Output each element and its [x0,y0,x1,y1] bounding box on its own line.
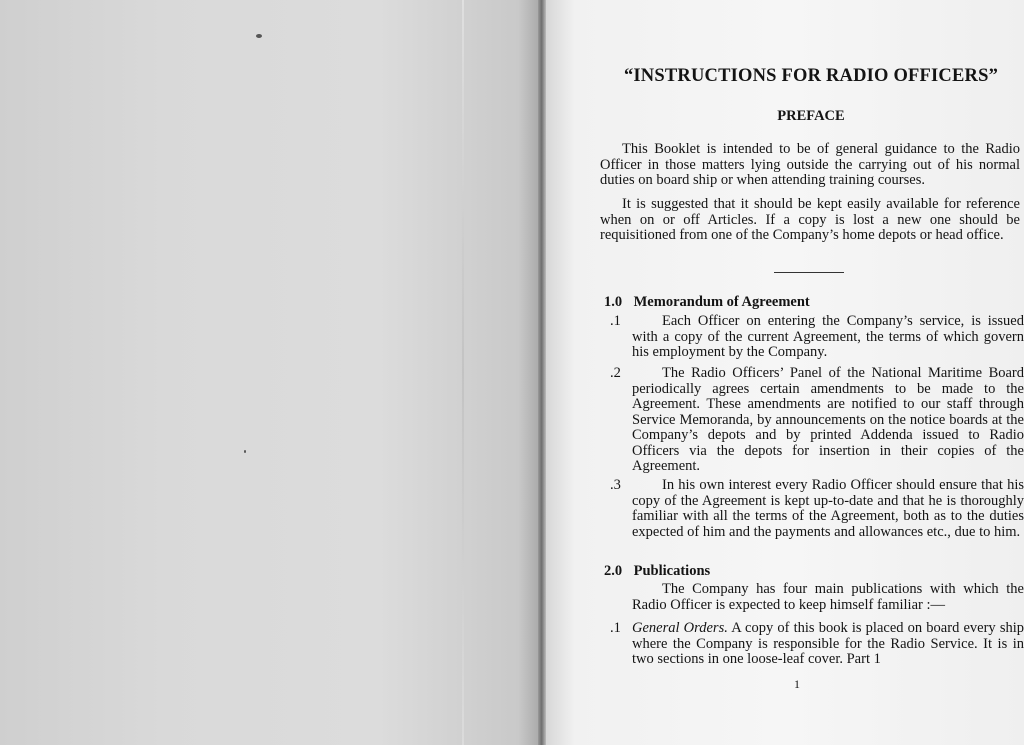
numbered-item [604,478,1024,540]
section-intro [604,582,1024,613]
section-title: Publications [633,563,711,579]
item-text: In his own interest every Radio Officer should ensure that his copy of the Agreement is kept up-to-date and that he is thoroughly familiar with all the terms of the Agreement, both as to the duties expected of him and the payments and allowances etc., due to him. [632,477,1024,540]
booklet-title: “INSTRUCTIONS FOR RADIO OFFICERS” [623,66,999,86]
section-number: 2.0 [604,563,623,579]
intro-text: The Company has four main publications with which the Radio Officer is expected to keep himself familiar :— [632,581,1024,613]
ink-speck [244,450,246,453]
item-number: .2 [610,365,621,381]
preface-paragraph: It is suggested that it should be kept easily available for reference when on or off Articles. If a copy is lost a new one should be requisitioned from one of the Company’s home depots or head office. [600,196,1020,243]
item-text: Each Officer on entering the Company’s service, is issued with a copy of the current Agreement, the terms of which govern his employment by the Company. [632,313,1024,360]
section-heading-publications [604,563,1024,580]
numbered-item [604,621,1024,668]
item-number: .1 [610,620,621,636]
section-number: 1.0 [604,294,623,310]
numbered-item [604,366,1024,475]
ink-speck [256,34,262,38]
item-text: The Radio Officers’ Panel of the National Maritime Board periodically agrees certain amendments to be made to the Agreement. These amendments are notified to our staff through Service Memoranda, by announcements on the notice boards at the Company’s depots and by printed Addenda issued to Radio Officers via the depots for insertion in their copies of the Agreement. [632,365,1024,474]
item-number: .1 [610,313,621,329]
section-heading-memorandum [604,294,1024,311]
item-number: .3 [610,477,621,493]
section-title: Memorandum of Agreement [633,294,810,310]
publication-title: General Orders. [632,620,728,636]
item-text [632,621,1024,668]
page-crease [462,0,464,745]
printed-right-page [546,0,1024,745]
numbered-item [604,314,1024,361]
preface-paragraph: This Booklet is intended to be of general guidance to the Radio Officer in those matters lying outside the carrying out of his normal duties on board ship or when attending training courses. [600,141,1020,188]
publication-description: A copy of this book is placed on board every ship where the Company is responsible for the Radio Service. It is in two sections in one loose-leaf cover. Part 1 [632,620,1024,667]
section-divider [774,272,844,273]
binding-gutter [538,0,546,745]
page-number: 1 [794,677,800,691]
preface-heading: PREFACE [777,108,845,124]
